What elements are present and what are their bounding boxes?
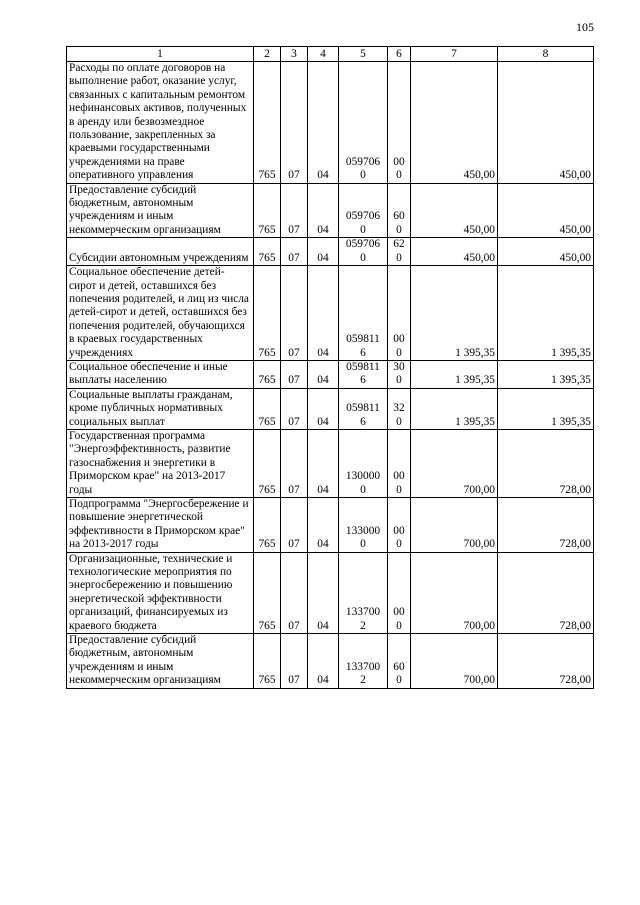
row-expense-type-code-line-2: 0	[396, 346, 402, 359]
row-expense-type-code-line-2: 0	[396, 538, 402, 551]
row-section-code: 07	[281, 552, 308, 633]
row-expense-type-code-line-2: 0	[396, 415, 402, 428]
row-target-code	[339, 634, 388, 689]
row-target-code-line-1: 133700	[345, 660, 381, 673]
row-amount-year1: 1 395,35	[411, 388, 498, 429]
column-header: 1	[67, 47, 254, 62]
row-admin-code: 765	[254, 498, 281, 553]
row-subsection-code: 04	[308, 62, 339, 184]
row-admin-code: 765	[254, 266, 281, 361]
row-target-code-line-2: 6	[360, 374, 366, 387]
column-header: 7	[411, 47, 498, 62]
row-name: Субсидии автономным учреждениям	[67, 238, 254, 266]
row-target-code-line-1: 059811	[346, 333, 380, 346]
row-name: Предоставление субсидий бюджетным, автономным учреждениям и иным некоммерческим организациям	[67, 183, 254, 238]
row-expense-type-code	[388, 266, 411, 361]
row-admin-code: 765	[254, 634, 281, 689]
row-expense-type-code-line-1: 00	[393, 524, 405, 537]
row-subsection-code: 04	[308, 552, 339, 633]
row-target-code-line-2: 0	[360, 483, 366, 496]
row-expense-type-code-line-2: 0	[396, 483, 402, 496]
row-target-code-line-1: 059706	[345, 155, 381, 168]
row-subsection-code: 04	[308, 266, 339, 361]
row-section-code: 07	[281, 238, 308, 266]
row-amount-year2: 1 395,35	[498, 388, 594, 429]
row-admin-code: 765	[254, 360, 281, 388]
row-expense-type-code	[388, 238, 411, 266]
row-subsection-code: 04	[308, 183, 339, 238]
row-expense-type-code-line-1: 00	[393, 333, 405, 346]
row-admin-code: 765	[254, 552, 281, 633]
table-row	[67, 498, 594, 553]
row-target-code-line-2: 0	[360, 251, 366, 264]
row-admin-code: 765	[254, 238, 281, 266]
row-amount-year2: 1 395,35	[498, 360, 594, 388]
row-name: Государственная программа "Энергоэффективность, развитие газоснабжения и энергетики в Приморском крае" на 2013-2017 годы	[67, 429, 254, 497]
table-row	[67, 266, 594, 361]
table-row	[67, 388, 594, 429]
row-section-code: 07	[281, 634, 308, 689]
row-expense-type-code	[388, 429, 411, 497]
row-expense-type-code-line-1: 32	[393, 402, 405, 415]
row-admin-code: 765	[254, 62, 281, 184]
row-amount-year1: 700,00	[411, 552, 498, 633]
row-amount-year2: 450,00	[498, 238, 594, 266]
row-expense-type-code	[388, 62, 411, 184]
row-section-code: 07	[281, 498, 308, 553]
row-section-code: 07	[281, 266, 308, 361]
row-amount-year2: 728,00	[498, 498, 594, 553]
row-expense-type-code-line-1: 62	[393, 238, 405, 251]
row-target-code-line-2: 2	[360, 619, 366, 632]
row-target-code-line-2: 0	[360, 223, 366, 236]
row-expense-type-code	[388, 552, 411, 633]
row-section-code: 07	[281, 183, 308, 238]
row-expense-type-code	[388, 360, 411, 388]
row-target-code-line-2: 6	[360, 415, 366, 428]
row-name: Предоставление субсидий бюджетным, автономным учреждениям и иным некоммерческим организациям	[67, 634, 254, 689]
row-target-code-line-1: 130000	[345, 470, 381, 483]
table-row	[67, 634, 594, 689]
row-amount-year1: 1 395,35	[411, 266, 498, 361]
row-section-code: 07	[281, 62, 308, 184]
row-target-code	[339, 498, 388, 553]
row-amount-year2: 450,00	[498, 183, 594, 238]
row-target-code-line-1: 059706	[345, 238, 381, 251]
row-target-code-line-1: 133000	[345, 524, 381, 537]
row-target-code	[339, 429, 388, 497]
row-subsection-code: 04	[308, 388, 339, 429]
row-expense-type-code-line-2: 0	[396, 169, 402, 182]
row-amount-year1: 450,00	[411, 62, 498, 184]
table-row	[67, 429, 594, 497]
row-target-code-line-1: 133700	[345, 606, 381, 619]
row-target-code	[339, 183, 388, 238]
row-target-code-line-1: 059811	[346, 402, 380, 415]
row-subsection-code: 04	[308, 429, 339, 497]
row-target-code	[339, 238, 388, 266]
table-row	[67, 238, 594, 266]
column-header: 5	[339, 47, 388, 62]
row-amount-year2: 1 395,35	[498, 266, 594, 361]
row-target-code-line-1: 059706	[345, 210, 381, 223]
row-subsection-code: 04	[308, 238, 339, 266]
row-name: Подпрограмма "Энергосбережение и повышение энергетической эффективности в Приморском крае" на 2013-2017 годы	[67, 498, 254, 553]
row-amount-year1: 450,00	[411, 183, 498, 238]
row-expense-type-code-line-2: 0	[396, 374, 402, 387]
table-row	[67, 183, 594, 238]
row-name: Организационные, технические и технологические мероприятия по энергосбережению и повышению энергетической эффективности организаций, финансируемых из краевого бюджета	[67, 552, 254, 633]
row-expense-type-code	[388, 183, 411, 238]
row-admin-code: 765	[254, 183, 281, 238]
row-target-code-line-2: 0	[360, 169, 366, 182]
row-amount-year1: 450,00	[411, 238, 498, 266]
row-expense-type-code-line-1: 30	[393, 360, 405, 373]
row-admin-code: 765	[254, 388, 281, 429]
table-row	[67, 360, 594, 388]
row-target-code-line-1: 059811	[346, 360, 380, 373]
row-admin-code: 765	[254, 429, 281, 497]
row-section-code: 07	[281, 360, 308, 388]
row-expense-type-code-line-2: 0	[396, 619, 402, 632]
row-target-code	[339, 552, 388, 633]
column-header: 8	[498, 47, 594, 62]
row-amount-year1: 700,00	[411, 498, 498, 553]
row-amount-year1: 1 395,35	[411, 360, 498, 388]
row-expense-type-code-line-2: 0	[396, 674, 402, 687]
row-amount-year2: 728,00	[498, 634, 594, 689]
row-name: Расходы по оплате договоров на выполнение работ, оказание услуг, связанных с капитальным ремонтом нефинансовых активов, полученных в аренду или безвозмездное пользование, закрепленных за краевыми государственными учреждениями на праве оперативного управления	[67, 62, 254, 184]
row-target-code-line-2: 2	[360, 674, 366, 687]
row-subsection-code: 04	[308, 360, 339, 388]
row-name: Социальное обеспечение и иные выплаты населению	[67, 360, 254, 388]
row-expense-type-code	[388, 634, 411, 689]
page-number: 105	[576, 20, 594, 34]
row-target-code-line-2: 6	[360, 346, 366, 359]
row-target-code	[339, 388, 388, 429]
row-target-code-line-2: 0	[360, 538, 366, 551]
row-expense-type-code-line-2: 0	[396, 251, 402, 264]
row-subsection-code: 04	[308, 498, 339, 553]
row-expense-type-code-line-1: 60	[393, 210, 405, 223]
column-header: 6	[388, 47, 411, 62]
row-amount-year2: 728,00	[498, 552, 594, 633]
row-target-code	[339, 360, 388, 388]
row-amount-year2: 728,00	[498, 429, 594, 497]
column-number-row	[67, 47, 594, 62]
table-row	[67, 62, 594, 184]
row-amount-year1: 700,00	[411, 429, 498, 497]
row-subsection-code: 04	[308, 634, 339, 689]
row-name: Социальные выплаты гражданам, кроме публичных нормативных социальных выплат	[67, 388, 254, 429]
column-header: 4	[308, 47, 339, 62]
row-expense-type-code-line-2: 0	[396, 223, 402, 236]
row-target-code	[339, 62, 388, 184]
row-section-code: 07	[281, 388, 308, 429]
row-expense-type-code-line-1: 00	[393, 470, 405, 483]
row-amount-year2: 450,00	[498, 62, 594, 184]
row-expense-type-code-line-1: 60	[393, 660, 405, 673]
row-section-code: 07	[281, 429, 308, 497]
column-header: 3	[281, 47, 308, 62]
row-amount-year1: 700,00	[411, 634, 498, 689]
row-expense-type-code	[388, 498, 411, 553]
row-expense-type-code	[388, 388, 411, 429]
column-header: 2	[254, 47, 281, 62]
budget-table	[66, 46, 594, 689]
row-name: Социальное обеспечение детей-сирот и детей, оставшихся без попечения родителей, и лиц из числа детей-сирот и детей, оставшихся без попечения родителей, обучающихся в краевых государственных учреждениях	[67, 266, 254, 361]
row-target-code	[339, 266, 388, 361]
table-row	[67, 552, 594, 633]
row-expense-type-code-line-1: 00	[393, 155, 405, 168]
row-expense-type-code-line-1: 00	[393, 606, 405, 619]
